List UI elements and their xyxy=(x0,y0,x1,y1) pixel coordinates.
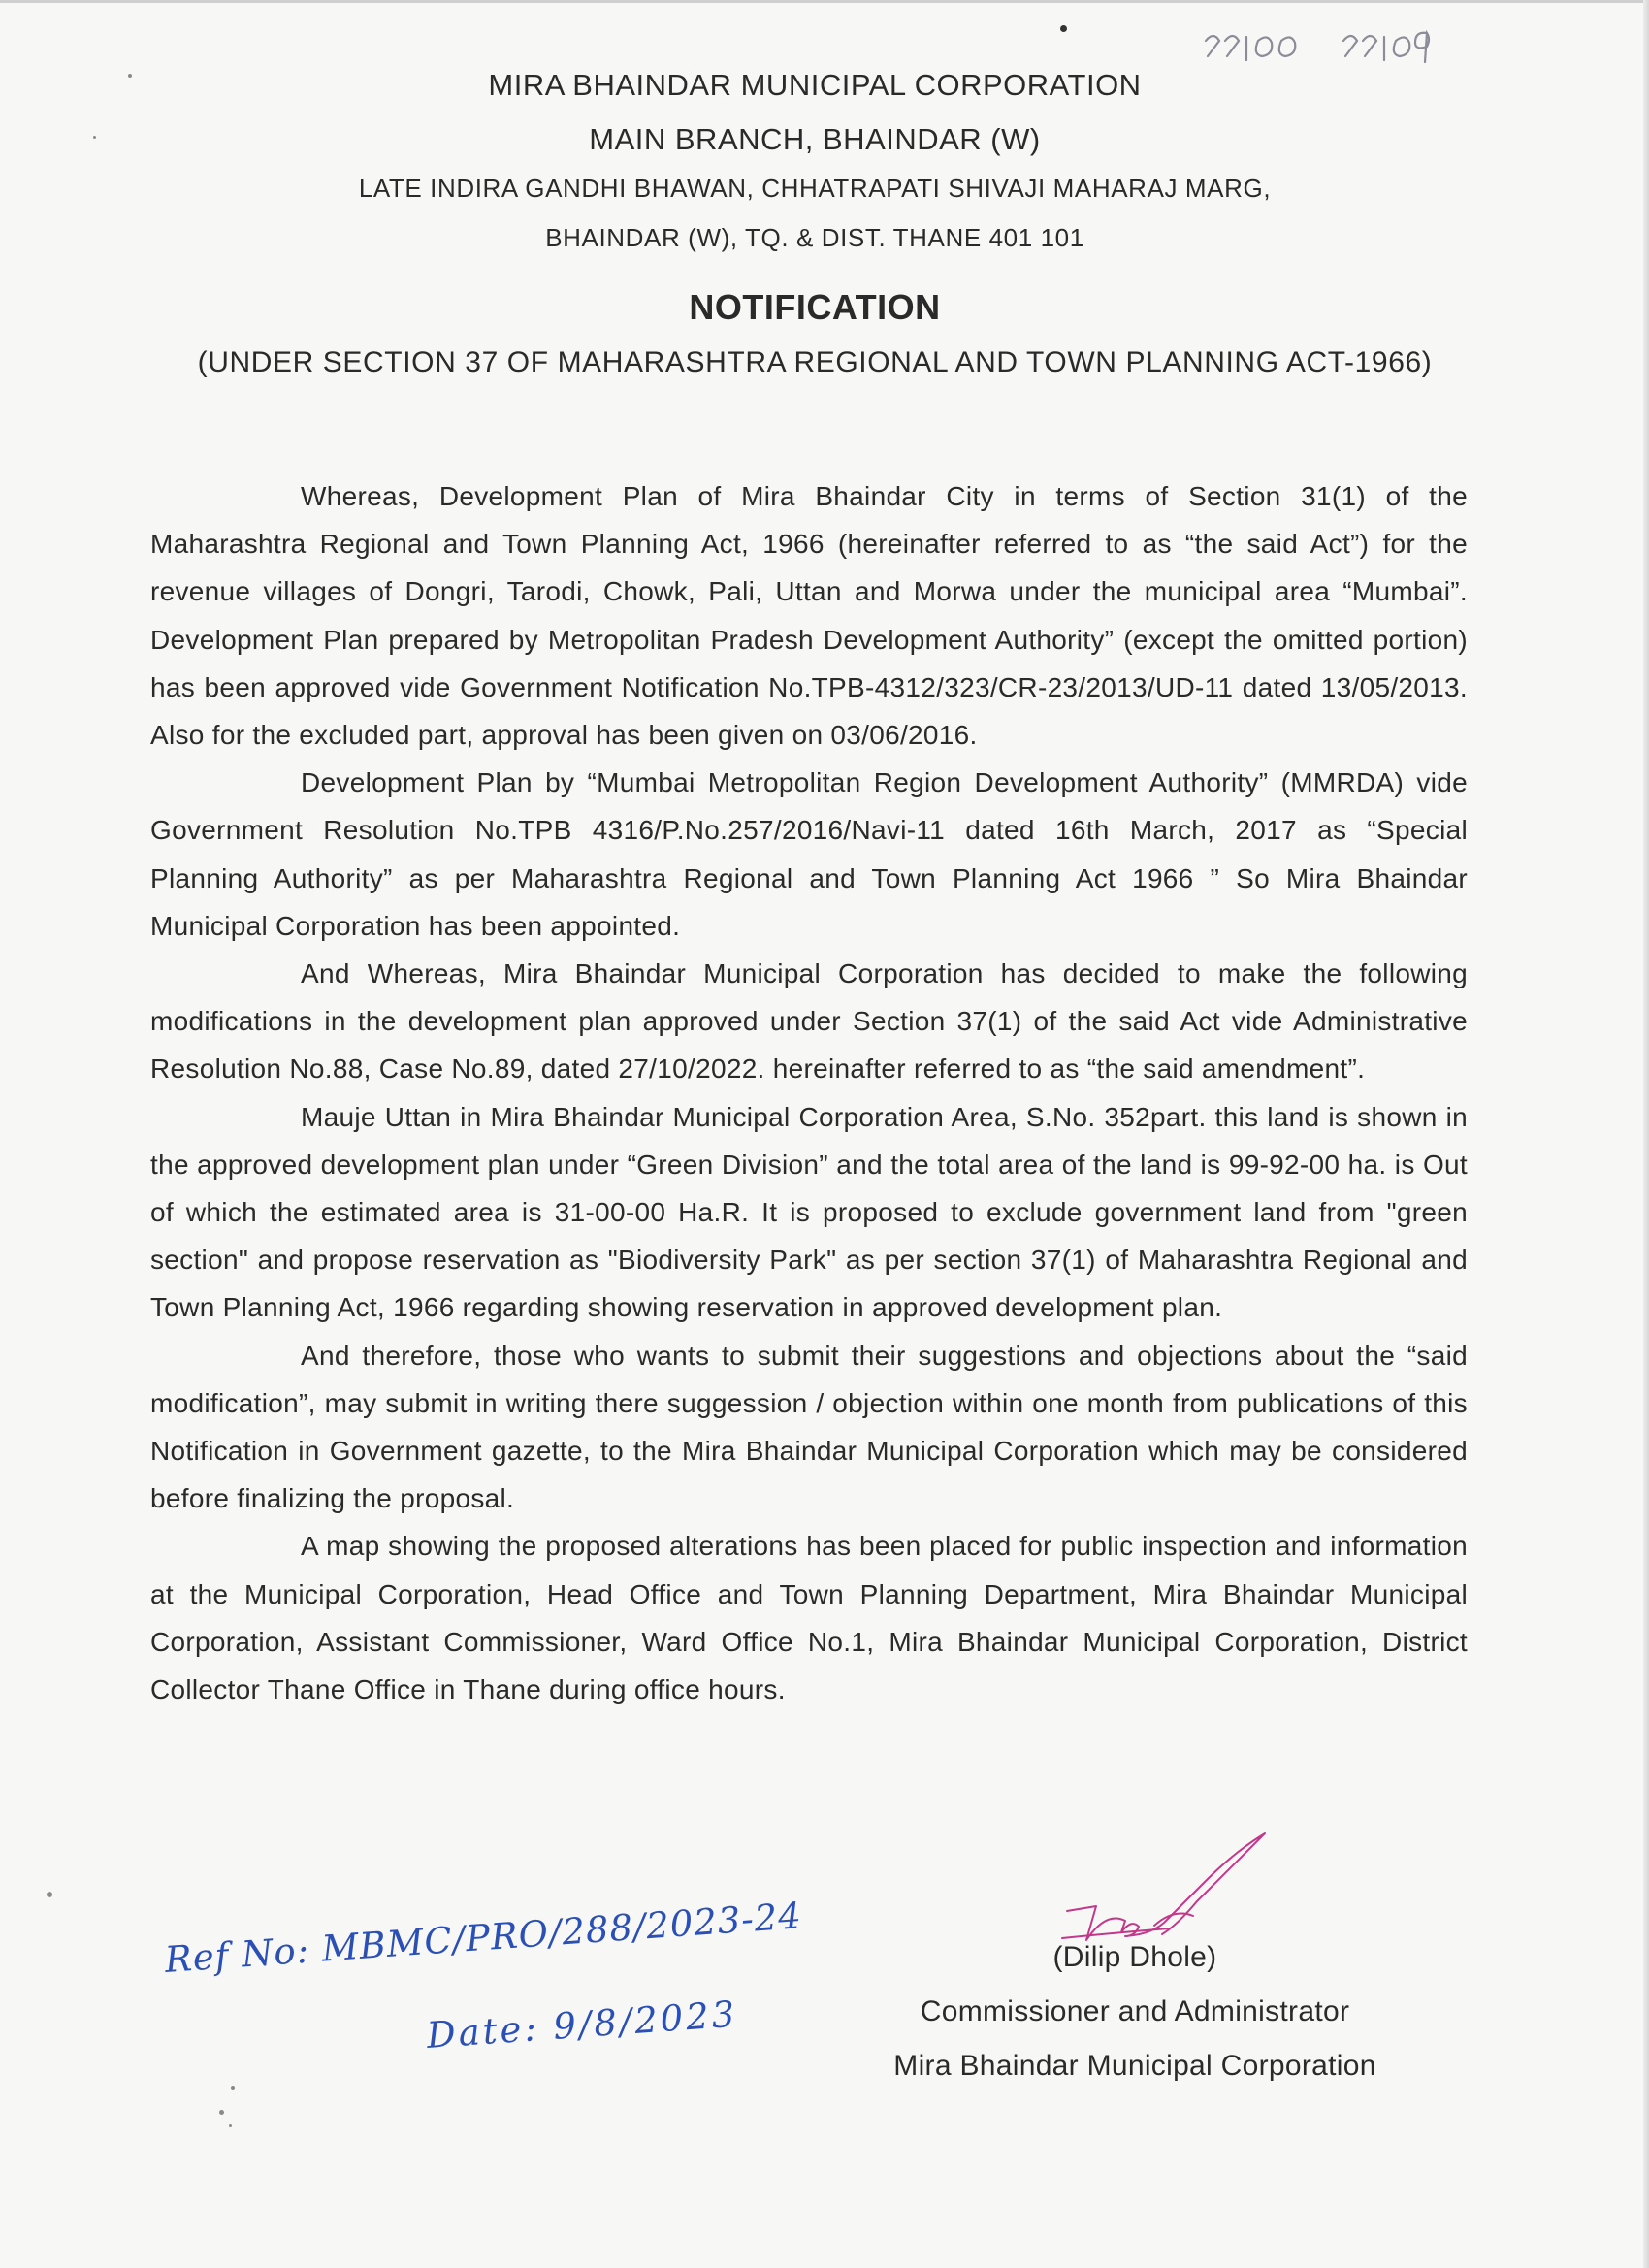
signatory-organization: Mira Bhaindar Municipal Corporation xyxy=(893,2050,1376,2082)
signatory-block xyxy=(795,1930,1474,2093)
letterhead xyxy=(0,64,1630,271)
document-title: NOTIFICATION xyxy=(689,287,941,327)
paragraph: Whereas, Development Plan of Mira Bhaindar City in terms of Section 31(1) of the Maharashtra Regional and Town Planning Act, 1966 (hereinafter referred to as “the said Act”) for the revenue villages of Dongri, Tarodi, Chowk, Pali, Uttan and Morwa under the municipal area “Mumbai”. Development Plan prepared by Metropolitan Pradesh Development Authority” (except the omitted portion) has been approved vide Government Notification No.TPB-4312/323/CR-23/2013/UD-11 dated 13/05/2013. Also for the excluded part, approval has been given on 03/06/2016. xyxy=(150,481,1468,751)
scan-speck xyxy=(219,2110,224,2115)
org-name: MIRA BHAINDAR MUNICIPAL CORPORATION xyxy=(488,68,1142,102)
scan-right-edge xyxy=(1643,0,1649,2268)
paragraph: And therefore, those who wants to submit their suggestions and objections about the “said modification”, may submit in writing there suggession / objection within one month from publications of this Notification in Government gazette, to the Mira Bhaindar Municipal Corporation which may be considered before finalizing the proposal. xyxy=(150,1340,1468,1514)
signatory-designation: Commissioner and Administrator xyxy=(920,1995,1350,2027)
paragraph: And Whereas, Mira Bhaindar Municipal Corporation has decided to make the following modifications in the development plan approved under Section 37(1) of the said Act vide Administrative Resolution No.88, Case No.89, dated 27/10/2022. hereinafter referred to as “the said amendment”. xyxy=(150,958,1468,1085)
signatory-name: (Dilip Dhole) xyxy=(1052,1941,1217,1973)
address-line-2: BHAINDAR (W), TQ. & DIST. THANE 401 101 xyxy=(545,223,1084,252)
scan-speck xyxy=(128,74,132,78)
document-subtitle: (UNDER SECTION 37 OF MAHARASHTRA REGIONAL AND TOWN PLANNING ACT-1966) xyxy=(197,346,1433,378)
paragraph: Mauje Uttan in Mira Bhaindar Municipal Corporation Area, S.No. 352part. this land is shown in the approved development plan under “Green Division” and the total area of the land is 99-92-00 ha. is Out of which the estimated area is 31-00-00 Ha.R. It is proposed to exclude government land from "green section" and propose reservation as "Biodiversity Park" as per section 37(1) of Maharashtra Regional and Town Planning Act, 1966 regarding showing reservation in approved development plan. xyxy=(150,1101,1468,1323)
scan-speck xyxy=(231,2086,235,2090)
reference-number: Ref No: MBMC/PRO/288/2023-24 xyxy=(163,1895,804,1981)
paragraph: Development Plan by “Mumbai Metropolitan Region Development Authority” (MMRDA) vide Government Resolution No.TPB 4316/P.No.257/2016/Navi-11 dated 16th March, 2017 as “Special Planning Authority” as per Maharashtra Regional and Town Planning Act 1966 ” So Mira Bhaindar Municipal Corporation has been appointed. xyxy=(150,767,1468,941)
scan-top-edge xyxy=(0,0,1649,3)
ink-dot xyxy=(1060,25,1067,32)
scan-speck xyxy=(229,2124,232,2127)
address-line-1: LATE INDIRA GANDHI BHAWAN, CHHATRAPATI SHIVAJI MAHARAJ MARG, xyxy=(358,174,1272,203)
scan-speck xyxy=(47,1892,52,1897)
notification-body xyxy=(150,472,1468,1713)
reference-date: Date: 9/8/2023 xyxy=(425,1993,739,2057)
handwritten-reference xyxy=(163,1895,863,2090)
branch-name: MAIN BRANCH, BHAINDAR (W) xyxy=(589,122,1041,156)
paragraph: A map showing the proposed alterations has been placed for public inspection and information at the Municipal Corporation, Head Office and Town Planning Department, Mira Bhaindar Municipal Corporation, Assistant Commissioner, Ward Office No.1, Mira Bhaindar Municipal Corporation, District Collector Thane Office in Thane during office hours. xyxy=(150,1531,1468,1705)
scan-speck xyxy=(93,136,96,139)
